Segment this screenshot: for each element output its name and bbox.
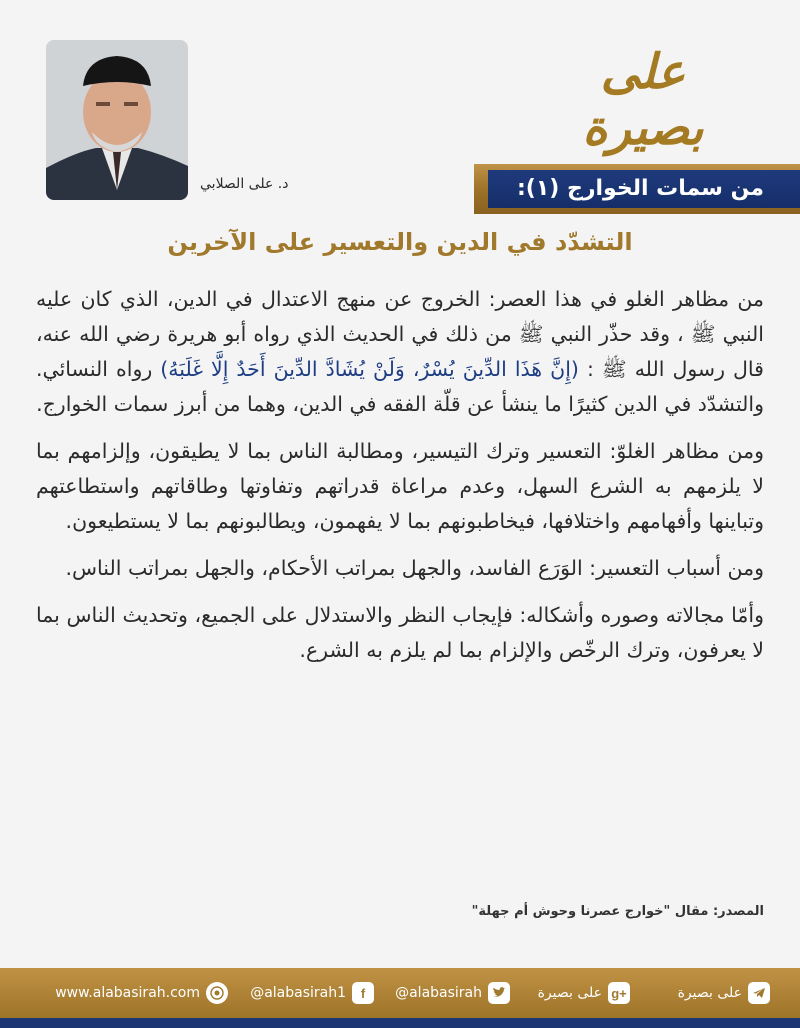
hadith-quote: (إِنَّ هَذَا الدِّينَ يُسْرٌ، وَلَنْ يُشَادَّ الدِّينَ أَحَدٌ إِلَّا غَلَبَهُ): [160, 357, 579, 381]
author-portrait: [46, 40, 188, 200]
telegram-label: على بصيرة: [677, 985, 742, 1001]
twitter-icon: [488, 982, 510, 1004]
author-name: د. على الصلابي: [200, 176, 289, 192]
footer-googleplus[interactable]: [532, 968, 630, 1018]
site-logo: [548, 30, 738, 156]
footer-bar: [0, 968, 800, 1018]
telegram-icon: [748, 982, 770, 1004]
website-label: www.alabasirah.com: [55, 985, 200, 1001]
paragraph-1: [36, 282, 764, 422]
facebook-label: @alabasirah1: [250, 985, 346, 1001]
source-citation: المصدر: مقال "خوارج عصرنا وحوش أم جهلة": [471, 904, 764, 919]
googleplus-icon: g+: [608, 982, 630, 1004]
paragraph-1-intro: من مظاهر الغلو في هذا العصر: الخروج عن منهج الاعتدال في الدين، الذي كان عليه النبي ﷺ ، وقد حذّر النبي ﷺ من ذلك في الحديث الذي رواه أبو هريرة رضي الله عنه، قال رسول الله ﷺ :: [36, 287, 764, 381]
footer-website[interactable]: [49, 968, 228, 1018]
googleplus-label: على بصيرة: [537, 985, 602, 1001]
banner-title: من سمات الخوارج (١):: [516, 176, 764, 201]
paragraph-1-end: رواه النسائي. والتشدّد في الدين كثيرًا ما ينشأ عن قلّة الفقه في الدين، وهما من أبرز سمات الخوارج.: [36, 357, 764, 416]
title-banner: [474, 164, 800, 214]
paragraph-2: ومن مظاهر الغلوّ: التعسير وترك التيسير، ومطالبة الناس بما لا يطيقون، وإلزامهم بما لا يلزمهم به الشرع السهل، وعدم مراعاة قدراتهم وتفاوتها وطاقاتهم واستطاعتهم وتباينها وأفهامهم واختلافها، فيخاطبونهم بما لا يفهمون، ويطالبونهم بما لا يستطيعون.: [36, 439, 764, 533]
paragraph-3: ومن أسباب التعسير: الوَرَع الفاسد، والجهل بمراتب الأحكام، والجهل بمراتب الناس.: [65, 556, 764, 580]
footer-facebook[interactable]: [244, 968, 374, 1018]
article-heading: التشدّد في الدين والتعسير على الآخرين: [167, 228, 633, 256]
article-body: [36, 282, 764, 680]
footer-strip: [0, 1018, 800, 1028]
paragraph-4: وأمّا مجالاته وصوره وأشكاله: فإيجاب النظر والاستدلال على الجميع، وتحديث الناس بما لا يعرفون، وترك الرخّص والإلزام بما لم يلزم به الشرع.: [36, 603, 764, 662]
logo-wordmark: على بصيرة: [582, 44, 704, 156]
footer-twitter[interactable]: [389, 968, 510, 1018]
twitter-label: @alabasirah: [395, 985, 482, 1001]
globe-icon: [206, 982, 228, 1004]
footer-telegram[interactable]: [672, 968, 770, 1018]
facebook-icon: f: [352, 982, 374, 1004]
